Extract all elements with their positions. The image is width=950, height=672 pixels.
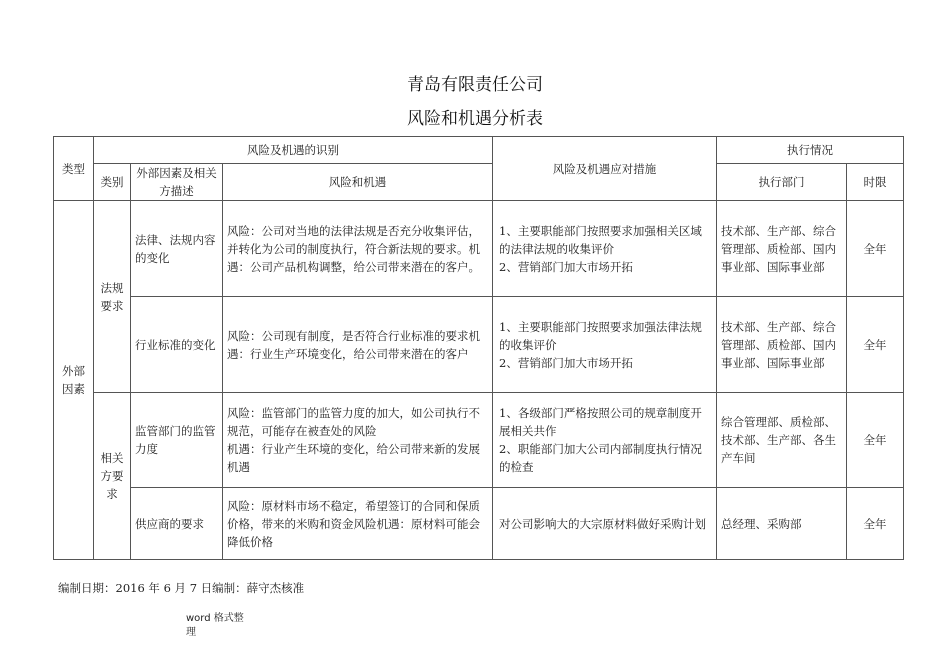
risk-opportunity-table <box>53 136 904 560</box>
measure-line: 1、各级部门严格按照公司的规章制度开展相关共作 <box>499 406 702 438</box>
category-cell: 相关方要求 <box>94 393 131 560</box>
measure-cell <box>493 201 717 297</box>
risk-cell: 风险：原材料市场不稳定，希望签订的合同和保质价格，带来的米购和资金风险机遇：原材料可能会降低价格 <box>223 488 493 560</box>
measure-cell <box>493 393 717 488</box>
header-identify: 风险及机遇的识别 <box>94 137 493 164</box>
header-risk-opportunity: 风险和机遇 <box>223 164 493 201</box>
deadline-cell: 全年 <box>847 297 904 393</box>
format-note-line: 理 <box>186 627 196 638</box>
table-title: 风险和机遇分析表 <box>407 109 543 129</box>
table-row <box>54 393 904 488</box>
desc-cell: 监管部门的监管力度 <box>131 393 223 488</box>
dept-cell: 综合管理部、质检部、技术部、生产部、各生产车间 <box>717 393 847 488</box>
table-row <box>54 201 904 297</box>
header-external-desc: 外部因素及相关方描述 <box>131 164 223 201</box>
deadline-cell: 全年 <box>847 201 904 297</box>
measure-line: 对公司影响大的大宗原材料做好采购计划 <box>499 516 707 531</box>
dept-cell: 技术部、生产部、综合管理部、质检部、国内事业部、国际事业部 <box>717 201 847 297</box>
measure-line: 2、营销部门加大市场开拓 <box>499 259 633 274</box>
measure-line: 2、营销部门加大市场开拓 <box>499 355 633 370</box>
category-cell: 法规要求 <box>94 201 131 393</box>
header-execution: 执行情况 <box>717 137 904 164</box>
measure-line: 1、主要职能部门按照要求加强法律法规的收集评价 <box>499 319 702 352</box>
header-deadline: 时限 <box>847 164 904 201</box>
measure-cell <box>493 297 717 393</box>
header-dept: 执行部门 <box>717 164 847 201</box>
table-row <box>54 488 904 560</box>
dept-cell: 总经理、采购部 <box>717 488 847 560</box>
header-row-2 <box>54 164 904 201</box>
header-row-1 <box>54 137 904 164</box>
risk-cell: 风险：公司对当地的法律法规是否充分收集评估，并转化为公司的制度执行，符合新法规的要求。机遇：公司产品机构调整，给公司带来潜在的客户。 <box>223 201 493 297</box>
format-note-line: word 格式整 <box>186 613 244 624</box>
desc-cell: 供应商的要求 <box>131 488 223 560</box>
type-cell: 外部因素 <box>54 201 94 560</box>
footer-compile-info: 编制日期：2016 年 6 月 7 日编制：薛守杰核准 <box>58 581 305 595</box>
opportunity-line: 机遇：行业产生环境的变化，给公司带来新的发展机遇 <box>227 442 480 474</box>
risk-cell: 风险：公司现有制度，是否符合行业标准的要求机遇：行业生产环境变化，给公司带来潜在的客户 <box>223 297 493 393</box>
deadline-cell: 全年 <box>847 488 904 560</box>
measure-cell <box>493 488 717 560</box>
measure-line: 2、职能部门加大公司内部制度执行情况的检查 <box>499 442 702 474</box>
measure-line: 1、主要职能部门按照要求加强相关区域的法律法规的收集评价 <box>499 223 702 256</box>
table-row <box>54 297 904 393</box>
header-measures: 风险及机遇应对措施 <box>493 137 717 201</box>
risk-cell <box>223 393 493 488</box>
deadline-cell: 全年 <box>847 393 904 488</box>
risk-line: 风险：监管部门的监管力度的加大，如公司执行不规范，可能存在被查处的风险 <box>227 406 480 438</box>
desc-cell: 行业标准的变化 <box>131 297 223 393</box>
dept-cell: 技术部、生产部、综合管理部、质检部、国内事业部、国际事业部 <box>717 297 847 393</box>
header-type: 类型 <box>54 137 94 201</box>
header-category: 类别 <box>94 164 131 201</box>
desc-cell: 法律、法规内容的变化 <box>131 201 223 297</box>
format-note <box>186 612 244 640</box>
company-title: 青岛有限责任公司 <box>407 75 543 95</box>
